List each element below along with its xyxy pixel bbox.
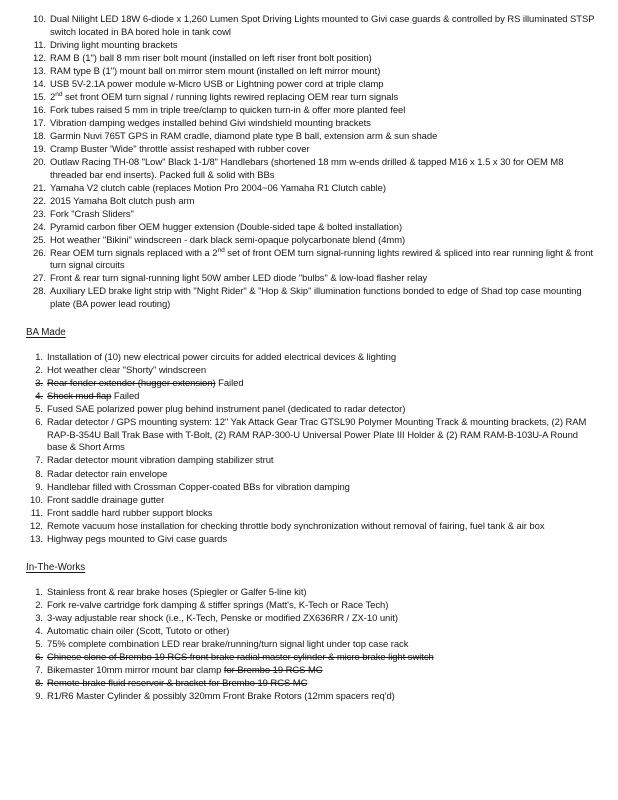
list-item — [22, 587, 596, 600]
list-item-number: 1. — [35, 352, 43, 364]
list-item-text: Driving light mounting brackets — [50, 39, 178, 51]
list-item-number: 9. — [35, 481, 43, 493]
spacer — [22, 312, 596, 326]
struck-text: for Brembo 19 RCS MC — [223, 665, 323, 677]
struck-text: Chinese clone of Brembo 19 RCS front brake radial master cylinder & micro brake light switch — [47, 652, 434, 664]
list-item — [22, 14, 596, 39]
list-item-number: 16. — [33, 104, 46, 116]
list-item — [22, 286, 596, 311]
status-text: Failed — [111, 391, 140, 403]
list-item-text-plain: Bikemaster 10mm mirror mount bar clamp — [47, 665, 224, 677]
list-item — [22, 273, 596, 286]
list-item — [22, 144, 596, 157]
list-item-number: 1. — [35, 586, 43, 598]
list-item-text: Front saddle drainage gutter — [47, 494, 165, 506]
list-item — [22, 235, 596, 248]
list-item-number: 5. — [35, 638, 43, 650]
list-item-text: Stainless front & rear brake hoses (Spiegler or Galfer 5-line kit) — [47, 586, 307, 598]
list-item — [22, 53, 596, 66]
list-item-number: 15. — [33, 91, 46, 103]
list-item-number: 21. — [33, 182, 46, 194]
list-item-text: Pyramid carbon fiber OEM hugger extension (Double-sided tape & bolted installation) — [50, 221, 403, 233]
list-item-number: 7. — [35, 665, 43, 677]
modifications-list-continued — [22, 14, 596, 312]
list-item-text: Dual Nilight LED 18W 6-diode x 1,260 Lumen Spot Driving Lights mounted to Givi case guards & controlled by RS illuminated STSP switch located in BA bored hole in tank cowl — [50, 14, 595, 38]
list-item-number: 12. — [30, 520, 43, 532]
list-item-text: Handlebar filled with Crossman Copper-coated BBs for vibration damping — [47, 481, 350, 493]
section-heading-ba-made: BA Made — [26, 327, 66, 339]
ordinal-suffix: nd — [217, 246, 225, 254]
list-item-text: Automatic chain oiler (Scott, Tutoto or other) — [47, 625, 230, 637]
list-item-text: 3-way adjustable rear shock (i.e., K-Tech, Penske or modified ZX636RR / ZX-10 unit) — [47, 612, 398, 624]
in-the-works-list — [22, 587, 596, 704]
list-item-text: Outlaw Racing TH-08 "Low" Black 1-1/8" Handlebars (shortened 18 mm w-ends drilled & tapped M16 x 1.5 x 30 for OEM M8 threaded bar end inserts). Packed full & solid with BBs — [50, 157, 564, 181]
list-item-text: Remote vacuum hose installation for checking throttle body synchronization without removal of fairing, fuel tank & air box — [47, 520, 545, 532]
list-item-number: 18. — [33, 130, 46, 142]
list-item — [22, 508, 596, 521]
list-item-text: Radar detector / GPS mounting system: 12" Yak Attack Gear Trac GTSL90 Polymer Mounting Track & mounting brackets, (2) RAM RAP-B-354U Ball Trak Base with T-Bolt, (2) RAM RAP-300-U Universal Power Plate III Holder & (2) RAM RAM-B-103U-A Round base & Short Arms — [47, 417, 587, 454]
section-heading-in-the-works: In-The-Works — [26, 561, 86, 573]
list-item-text: R1/R6 Master Cylinder & possibly 320mm Front Brake Rotors (12mm spacers req'd) — [47, 691, 395, 703]
list-item — [22, 639, 596, 652]
list-item-number: 5. — [35, 404, 43, 416]
list-item — [22, 118, 596, 131]
list-item-number: 24. — [33, 221, 46, 233]
list-item-text — [47, 391, 596, 404]
list-item — [22, 521, 596, 534]
list-item-number: 2. — [35, 599, 43, 611]
list-item-text — [47, 378, 596, 391]
ba-made-list — [22, 352, 596, 546]
list-item-number: 10. — [30, 494, 43, 506]
spacer — [22, 339, 596, 352]
list-item-text: Front & rear turn signal-running light 50W amber LED diode "bulbs" & low-load flasher relay — [50, 273, 428, 285]
list-item-number: 14. — [33, 78, 46, 90]
list-item-number: 3. — [35, 612, 43, 624]
list-item-text: RAM type B (1") mount ball on mirror stem mount (installed on left mirror mount) — [50, 65, 381, 77]
list-item-number: 11. — [33, 39, 46, 51]
struck-text: Remote brake fluid reservoir & bracket for Brembo 19 RCS MC — [47, 678, 308, 690]
list-item-text: Vibration damping wedges installed behind Givi windshield mounting brackets — [50, 117, 371, 129]
list-item-text — [47, 652, 596, 665]
list-item-text: USB 5V-2.1A power module w-Micro USB or Lightning power cord at triple clamp — [50, 78, 384, 90]
list-item — [22, 40, 596, 53]
list-item — [22, 66, 596, 79]
list-item-text — [50, 248, 596, 273]
list-item-text: Fork tubes raised 5 mm in triple tree/clamp to quicken turn-in & offer more planted feel — [50, 104, 406, 116]
list-item — [22, 652, 596, 665]
list-item-number: 8. — [35, 678, 43, 690]
list-item-number: 23. — [33, 208, 46, 220]
list-item-number: 8. — [35, 468, 43, 480]
list-item-text — [47, 665, 596, 678]
list-item-number: 3. — [35, 378, 43, 390]
list-item-number: 25. — [33, 234, 46, 246]
list-item — [22, 131, 596, 144]
list-item-text: Front saddle hard rubber support blocks — [47, 507, 213, 519]
struck-text: Shock mud flap — [47, 391, 112, 403]
list-item-number: 19. — [33, 143, 46, 155]
list-item-number: 6. — [35, 652, 43, 664]
list-item-text: Hot weather "Bikini" windscreen - dark black semi-opaque polycarbonate blend (4mm) — [50, 234, 406, 246]
list-item-text: Fused SAE polarized power plug behind instrument panel (dedicated to radar detector) — [47, 404, 406, 416]
list-item — [22, 222, 596, 235]
list-item — [22, 678, 596, 691]
list-item — [22, 482, 596, 495]
list-item — [22, 404, 596, 417]
list-item — [22, 352, 596, 365]
list-item-text: Fork re-valve cartridge fork damping & stiffer springs (Matt's, K-Tech or Race Tech) — [47, 599, 389, 611]
list-item — [22, 365, 596, 378]
list-item-number: 4. — [35, 625, 43, 637]
list-item-text: Cramp Buster 'Wide" throttle assist reshaped with rubber cover — [50, 143, 310, 155]
list-item-number: 28. — [33, 286, 46, 298]
list-item-text: 2015 Yamaha Bolt clutch push arm — [50, 195, 195, 207]
list-item-number: 6. — [35, 417, 43, 429]
list-item-number: 9. — [35, 691, 43, 703]
list-item — [22, 495, 596, 508]
list-item-number: 10. — [33, 14, 46, 25]
list-item — [22, 157, 596, 182]
list-item — [22, 209, 596, 222]
list-item-number: 27. — [33, 273, 46, 285]
list-item-number: 11. — [30, 507, 43, 519]
list-item — [22, 455, 596, 468]
list-item-text: Highway pegs mounted to Givi case guards — [47, 533, 228, 545]
list-item — [22, 626, 596, 639]
list-item — [22, 613, 596, 626]
list-item-text: Fork "Crash Sliders" — [50, 208, 134, 220]
list-item-number: 17. — [33, 117, 46, 129]
list-item — [22, 183, 596, 196]
list-item-number: 4. — [35, 391, 43, 403]
list-item — [22, 105, 596, 118]
list-item-number: 20. — [33, 157, 46, 169]
list-item-text: Radar detector mount vibration damping stabilizer strut — [47, 455, 274, 467]
list-item-text: RAM B (1") ball 8 mm riser bolt mount (installed on left riser front bolt position) — [50, 52, 372, 64]
spacer — [22, 547, 596, 561]
list-item-number: 22. — [33, 195, 46, 207]
list-item-number: 13. — [33, 65, 46, 77]
list-item — [22, 79, 596, 92]
ordinal-base: 2 — [50, 91, 56, 103]
list-item — [22, 92, 596, 105]
list-item-text: Hot weather clear "Shorty" windscreen — [47, 365, 207, 377]
list-item-text — [50, 92, 596, 105]
list-item — [22, 248, 596, 273]
list-item-text-rest: set front OEM turn signal / running lights rewired replacing OEM rear turn signals — [62, 91, 399, 103]
list-item — [22, 417, 596, 455]
spacer — [22, 574, 596, 587]
list-item-text: Radar detector rain envelope — [47, 468, 168, 480]
list-item-text: Installation of (10) new electrical power circuits for added electrical devices & lighting — [47, 352, 397, 364]
list-item-text: 75% complete combination LED rear brake/running/turn signal light under top case rack — [47, 638, 409, 650]
list-item — [22, 600, 596, 613]
list-item — [22, 534, 596, 547]
list-item — [22, 691, 596, 704]
list-item — [22, 469, 596, 482]
list-item — [22, 378, 596, 391]
list-item — [22, 665, 596, 678]
list-item-text: Yamaha V2 clutch cable (replaces Motion Pro 2004~06 Yamaha R1 Clutch cable) — [50, 182, 386, 194]
list-item-number: 12. — [33, 52, 46, 64]
list-item-number: 7. — [35, 455, 43, 467]
list-item-text: Auxiliary LED brake light strip with "Night Rider" & "Hop & Skip" illumination functions bonded to edge of Shad top case mounting plate (BA power lead routing) — [50, 286, 582, 311]
list-item-number: 2. — [35, 365, 43, 377]
struck-text: Rear fender extender (hugger extension) — [47, 378, 216, 390]
ordinal-suffix: nd — [55, 90, 63, 98]
list-item-text-post: set of front OEM turn signal-running lights rewired & spliced into rear running light & front turn signal circuits — [50, 247, 593, 272]
list-item-text — [47, 678, 596, 691]
list-item-text: Garmin Nuvi 765T GPS in RAM cradle, diamond plate type B ball, extension arm & sun shade — [50, 130, 438, 142]
list-item — [22, 196, 596, 209]
status-text: Failed — [215, 378, 244, 390]
list-item-number: 13. — [30, 533, 43, 545]
list-item — [22, 391, 596, 404]
list-item-text-pre: Rear OEM turn signals replaced with a 2 — [50, 247, 218, 259]
list-item-number: 26. — [33, 247, 46, 259]
